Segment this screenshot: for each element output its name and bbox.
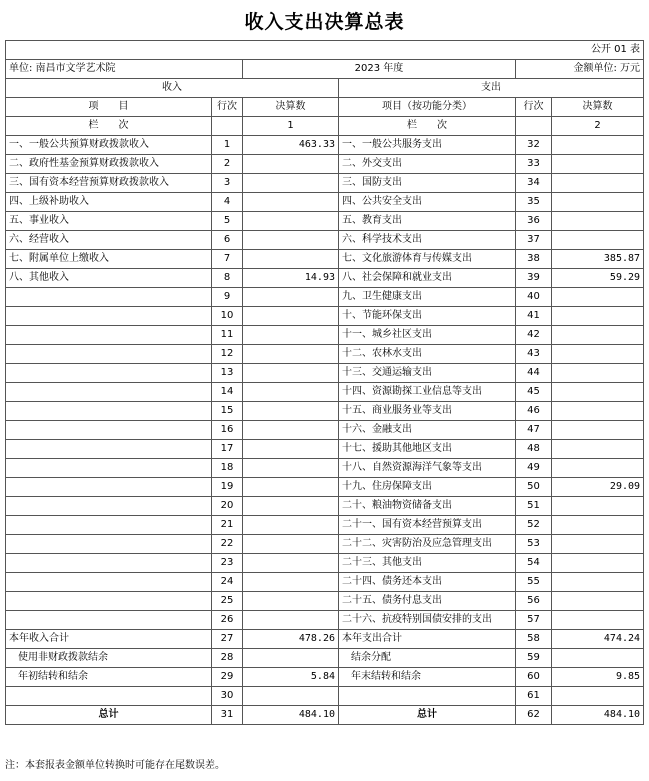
expense-seq-cell: 44 xyxy=(516,364,552,383)
income-amount-cell xyxy=(243,307,339,326)
income-seq-cell: 6 xyxy=(212,231,243,250)
expense-seq-cell: 40 xyxy=(516,288,552,307)
expense-item-cell: 二十、粮油物资储备支出 xyxy=(339,497,516,516)
income-amount-cell xyxy=(243,535,339,554)
expense-item-cell: 六、科学技术支出 xyxy=(339,231,516,250)
income-seq-cell: 14 xyxy=(212,383,243,402)
income-item-cell xyxy=(6,554,212,573)
table-row xyxy=(6,554,644,573)
expense-item-cell: 一、一般公共服务支出 xyxy=(339,136,516,155)
income-amount-cell xyxy=(243,573,339,592)
expense-seq-cell: 41 xyxy=(516,307,552,326)
expense-amount-cell xyxy=(552,326,644,345)
income-seq-cell: 31 xyxy=(212,706,243,725)
income-amount-cell xyxy=(243,516,339,535)
expense-seq-cell: 49 xyxy=(516,459,552,478)
expense-lanci-seq xyxy=(516,117,552,136)
income-item-cell xyxy=(6,535,212,554)
income-seq-cell: 19 xyxy=(212,478,243,497)
expense-item-cell: 结余分配 xyxy=(339,649,516,668)
expense-amount-cell xyxy=(552,440,644,459)
expense-seq-cell: 45 xyxy=(516,383,552,402)
expense-seq-cell: 59 xyxy=(516,649,552,668)
income-item-cell xyxy=(6,421,212,440)
income-amount-cell xyxy=(243,250,339,269)
expense-item-cell: 本年支出合计 xyxy=(339,630,516,649)
income-amount-cell xyxy=(243,402,339,421)
income-amount-cell xyxy=(243,212,339,231)
income-amount-cell xyxy=(243,326,339,345)
expense-amount-cell xyxy=(552,364,644,383)
table-row xyxy=(6,516,644,535)
expense-item-cell: 二十三、其他支出 xyxy=(339,554,516,573)
expense-seq-cell: 48 xyxy=(516,440,552,459)
expense-seq-cell: 43 xyxy=(516,345,552,364)
income-amount-cell xyxy=(243,592,339,611)
income-item-cell: 使用非财政拨款结余 xyxy=(6,649,212,668)
table-row xyxy=(6,459,644,478)
expense-item-cell: 九、卫生健康支出 xyxy=(339,288,516,307)
income-item-cell xyxy=(6,459,212,478)
income-item-cell: 四、上级补助收入 xyxy=(6,193,212,212)
table-row xyxy=(6,136,644,155)
income-amount-cell xyxy=(243,649,339,668)
income-item-cell: 六、经营收入 xyxy=(6,231,212,250)
report-title: 收入支出决算总表 xyxy=(244,11,405,33)
expense-item-cell: 二十五、债务付息支出 xyxy=(339,592,516,611)
form-code: 公开 01 表 xyxy=(6,41,644,60)
expense-item-cell: 十九、住房保障支出 xyxy=(339,478,516,497)
footnote: 注：本套报表金额单位转换时可能存在尾数误差。 xyxy=(5,760,225,771)
expense-amount-cell xyxy=(552,554,644,573)
expense-amount-cell: 59.29 xyxy=(552,269,644,288)
expense-item-cell: 二十六、抗疫特别国债安排的支出 xyxy=(339,611,516,630)
income-item-cell xyxy=(6,383,212,402)
expense-amount-cell xyxy=(552,516,644,535)
expense-amount-cell xyxy=(552,421,644,440)
table-row xyxy=(6,706,644,725)
income-item-header: 项 目 xyxy=(6,98,212,117)
table-row xyxy=(6,212,644,231)
table-row xyxy=(6,288,644,307)
expense-item-cell: 总计 xyxy=(339,706,516,725)
expense-seq-cell: 57 xyxy=(516,611,552,630)
expense-item-cell: 八、社会保障和就业支出 xyxy=(339,269,516,288)
expense-amount-cell: 474.24 xyxy=(552,630,644,649)
income-item-cell xyxy=(6,516,212,535)
income-item-cell: 七、附属单位上缴收入 xyxy=(6,250,212,269)
expense-amount-cell: 385.87 xyxy=(552,250,644,269)
expense-seq-cell: 56 xyxy=(516,592,552,611)
expense-seq-cell: 47 xyxy=(516,421,552,440)
table-row xyxy=(6,478,644,497)
table-row xyxy=(6,345,644,364)
table-row xyxy=(6,611,644,630)
income-item-cell xyxy=(6,592,212,611)
expense-amount-cell xyxy=(552,383,644,402)
expense-amount-header: 决算数 xyxy=(552,98,644,117)
expense-item-cell xyxy=(339,687,516,706)
income-seq-cell: 22 xyxy=(212,535,243,554)
expense-item-cell: 七、文化旅游体育与传媒支出 xyxy=(339,250,516,269)
amount-unit-label: 金额单位: 万元 xyxy=(516,60,644,79)
income-item-cell: 三、国有资本经营预算财政拨款收入 xyxy=(6,174,212,193)
table-row xyxy=(6,687,644,706)
table-row xyxy=(6,402,644,421)
expense-seq-cell: 58 xyxy=(516,630,552,649)
income-expense-table xyxy=(5,40,644,725)
table-row xyxy=(6,155,644,174)
expense-amount-cell xyxy=(552,174,644,193)
expense-item-cell: 二十二、灾害防治及应急管理支出 xyxy=(339,535,516,554)
expense-amount-cell xyxy=(552,497,644,516)
expense-seq-cell: 46 xyxy=(516,402,552,421)
income-item-cell: 年初结转和结余 xyxy=(6,668,212,687)
expense-item-cell: 十六、金融支出 xyxy=(339,421,516,440)
expense-item-cell: 十七、援助其他地区支出 xyxy=(339,440,516,459)
income-seq-cell: 25 xyxy=(212,592,243,611)
income-amount-cell xyxy=(243,193,339,212)
expense-item-cell: 十二、农林水支出 xyxy=(339,345,516,364)
income-amount-cell xyxy=(243,383,339,402)
income-item-cell: 二、政府性基金预算财政拨款收入 xyxy=(6,155,212,174)
expense-seq-cell: 38 xyxy=(516,250,552,269)
income-item-cell xyxy=(6,573,212,592)
table-row xyxy=(6,250,644,269)
expense-item-cell: 十三、交通运输支出 xyxy=(339,364,516,383)
income-amount-cell xyxy=(243,421,339,440)
expense-amount-cell xyxy=(552,402,644,421)
income-seq-cell: 12 xyxy=(212,345,243,364)
income-item-cell xyxy=(6,478,212,497)
income-amount-cell xyxy=(243,687,339,706)
table-row xyxy=(6,231,644,250)
income-amount-cell xyxy=(243,611,339,630)
income-amount-cell xyxy=(243,554,339,573)
expense-seq-cell: 51 xyxy=(516,497,552,516)
expense-seq-cell: 54 xyxy=(516,554,552,573)
income-amount-cell xyxy=(243,364,339,383)
income-amount-cell xyxy=(243,459,339,478)
expense-seq-cell: 60 xyxy=(516,668,552,687)
income-amount-cell: 14.93 xyxy=(243,269,339,288)
income-item-cell xyxy=(6,687,212,706)
expense-col-number: 2 xyxy=(552,117,644,136)
income-seq-cell: 28 xyxy=(212,649,243,668)
expense-amount-cell xyxy=(552,288,644,307)
expense-item-cell: 五、教育支出 xyxy=(339,212,516,231)
table-row xyxy=(6,307,644,326)
expense-amount-cell xyxy=(552,535,644,554)
unit-label: 单位: 南昌市文学艺术院 xyxy=(6,60,243,79)
table-row xyxy=(6,440,644,459)
income-seq-cell: 17 xyxy=(212,440,243,459)
expense-amount-cell xyxy=(552,345,644,364)
income-amount-cell xyxy=(243,497,339,516)
income-lanci: 栏 次 xyxy=(6,117,212,136)
income-amount-cell xyxy=(243,155,339,174)
table-row xyxy=(6,421,644,440)
income-seq-cell: 13 xyxy=(212,364,243,383)
expense-header: 支出 xyxy=(339,79,644,98)
income-header: 收入 xyxy=(6,79,339,98)
income-seq-cell: 24 xyxy=(212,573,243,592)
expense-lanci: 栏 次 xyxy=(339,117,516,136)
income-seq-cell: 11 xyxy=(212,326,243,345)
income-item-cell: 本年收入合计 xyxy=(6,630,212,649)
expense-seq-cell: 32 xyxy=(516,136,552,155)
expense-item-cell: 十五、商业服务业等支出 xyxy=(339,402,516,421)
income-item-cell: 总计 xyxy=(6,706,212,725)
expense-amount-cell xyxy=(552,573,644,592)
income-item-cell xyxy=(6,497,212,516)
expense-amount-cell xyxy=(552,212,644,231)
income-seq-cell: 5 xyxy=(212,212,243,231)
income-seq-cell: 3 xyxy=(212,174,243,193)
expense-item-cell: 二十四、债务还本支出 xyxy=(339,573,516,592)
expense-amount-cell xyxy=(552,611,644,630)
expense-seq-cell: 52 xyxy=(516,516,552,535)
table-row xyxy=(6,269,644,288)
income-seq-cell: 18 xyxy=(212,459,243,478)
income-amount-cell: 463.33 xyxy=(243,136,339,155)
income-lanci-seq xyxy=(212,117,243,136)
income-item-cell xyxy=(6,345,212,364)
income-seq-cell: 10 xyxy=(212,307,243,326)
income-seq-cell: 30 xyxy=(212,687,243,706)
table-row xyxy=(6,668,644,687)
income-amount-cell: 5.84 xyxy=(243,668,339,687)
income-item-cell: 一、一般公共预算财政拨款收入 xyxy=(6,136,212,155)
income-seq-cell: 8 xyxy=(212,269,243,288)
expense-seq-cell: 50 xyxy=(516,478,552,497)
expense-item-cell: 年末结转和结余 xyxy=(339,668,516,687)
income-seq-cell: 2 xyxy=(212,155,243,174)
income-item-cell xyxy=(6,364,212,383)
income-amount-header: 决算数 xyxy=(243,98,339,117)
income-item-cell: 五、事业收入 xyxy=(6,212,212,231)
table-row xyxy=(6,383,644,402)
table-row xyxy=(6,535,644,554)
income-seq-cell: 1 xyxy=(212,136,243,155)
expense-amount-cell xyxy=(552,231,644,250)
income-seq-cell: 20 xyxy=(212,497,243,516)
expense-item-cell: 十八、自然资源海洋气象等支出 xyxy=(339,459,516,478)
income-item-cell xyxy=(6,611,212,630)
table-row xyxy=(6,649,644,668)
table-row xyxy=(6,630,644,649)
income-item-cell: 八、其他收入 xyxy=(6,269,212,288)
income-amount-cell xyxy=(243,478,339,497)
income-seq-cell: 26 xyxy=(212,611,243,630)
income-item-cell xyxy=(6,440,212,459)
expense-amount-cell: 9.85 xyxy=(552,668,644,687)
income-seq-cell: 29 xyxy=(212,668,243,687)
expense-amount-cell xyxy=(552,592,644,611)
expense-amount-cell xyxy=(552,193,644,212)
expense-item-header: 项目（按功能分类） xyxy=(339,98,516,117)
expense-seq-header: 行次 xyxy=(516,98,552,117)
income-amount-cell: 478.26 xyxy=(243,630,339,649)
expense-amount-cell xyxy=(552,649,644,668)
income-amount-cell xyxy=(243,440,339,459)
expense-seq-cell: 53 xyxy=(516,535,552,554)
table-row xyxy=(6,592,644,611)
expense-item-cell: 二、外交支出 xyxy=(339,155,516,174)
table-row xyxy=(6,193,644,212)
income-amount-cell xyxy=(243,231,339,250)
income-seq-cell: 4 xyxy=(212,193,243,212)
income-amount-cell xyxy=(243,174,339,193)
expense-amount-cell: 484.10 xyxy=(552,706,644,725)
expense-seq-cell: 55 xyxy=(516,573,552,592)
income-seq-cell: 27 xyxy=(212,630,243,649)
table-row xyxy=(6,326,644,345)
year-label: 2023 年度 xyxy=(243,60,516,79)
table-row xyxy=(6,497,644,516)
expense-seq-cell: 35 xyxy=(516,193,552,212)
expense-item-cell: 十、节能环保支出 xyxy=(339,307,516,326)
income-amount-cell xyxy=(243,345,339,364)
expense-seq-cell: 33 xyxy=(516,155,552,174)
expense-amount-cell xyxy=(552,459,644,478)
expense-seq-cell: 37 xyxy=(516,231,552,250)
income-seq-header: 行次 xyxy=(212,98,243,117)
expense-amount-cell xyxy=(552,155,644,174)
income-seq-cell: 21 xyxy=(212,516,243,535)
income-seq-cell: 23 xyxy=(212,554,243,573)
income-amount-cell: 484.10 xyxy=(243,706,339,725)
table-row xyxy=(6,573,644,592)
income-col-number: 1 xyxy=(243,117,339,136)
expense-amount-cell xyxy=(552,136,644,155)
expense-seq-cell: 34 xyxy=(516,174,552,193)
expense-seq-cell: 42 xyxy=(516,326,552,345)
table-row xyxy=(6,174,644,193)
expense-item-cell: 四、公共安全支出 xyxy=(339,193,516,212)
expense-item-cell: 二十一、国有资本经营预算支出 xyxy=(339,516,516,535)
income-seq-cell: 9 xyxy=(212,288,243,307)
income-seq-cell: 15 xyxy=(212,402,243,421)
expense-item-cell: 十四、资源勘探工业信息等支出 xyxy=(339,383,516,402)
expense-seq-cell: 39 xyxy=(516,269,552,288)
expense-amount-cell xyxy=(552,307,644,326)
expense-amount-cell: 29.09 xyxy=(552,478,644,497)
expense-item-cell: 三、国防支出 xyxy=(339,174,516,193)
income-item-cell xyxy=(6,307,212,326)
income-seq-cell: 16 xyxy=(212,421,243,440)
expense-seq-cell: 61 xyxy=(516,687,552,706)
income-item-cell xyxy=(6,402,212,421)
income-item-cell xyxy=(6,288,212,307)
income-amount-cell xyxy=(243,288,339,307)
expense-amount-cell xyxy=(552,687,644,706)
expense-seq-cell: 36 xyxy=(516,212,552,231)
income-item-cell xyxy=(6,326,212,345)
table-row xyxy=(6,364,644,383)
income-seq-cell: 7 xyxy=(212,250,243,269)
expense-seq-cell: 62 xyxy=(516,706,552,725)
expense-item-cell: 十一、城乡社区支出 xyxy=(339,326,516,345)
